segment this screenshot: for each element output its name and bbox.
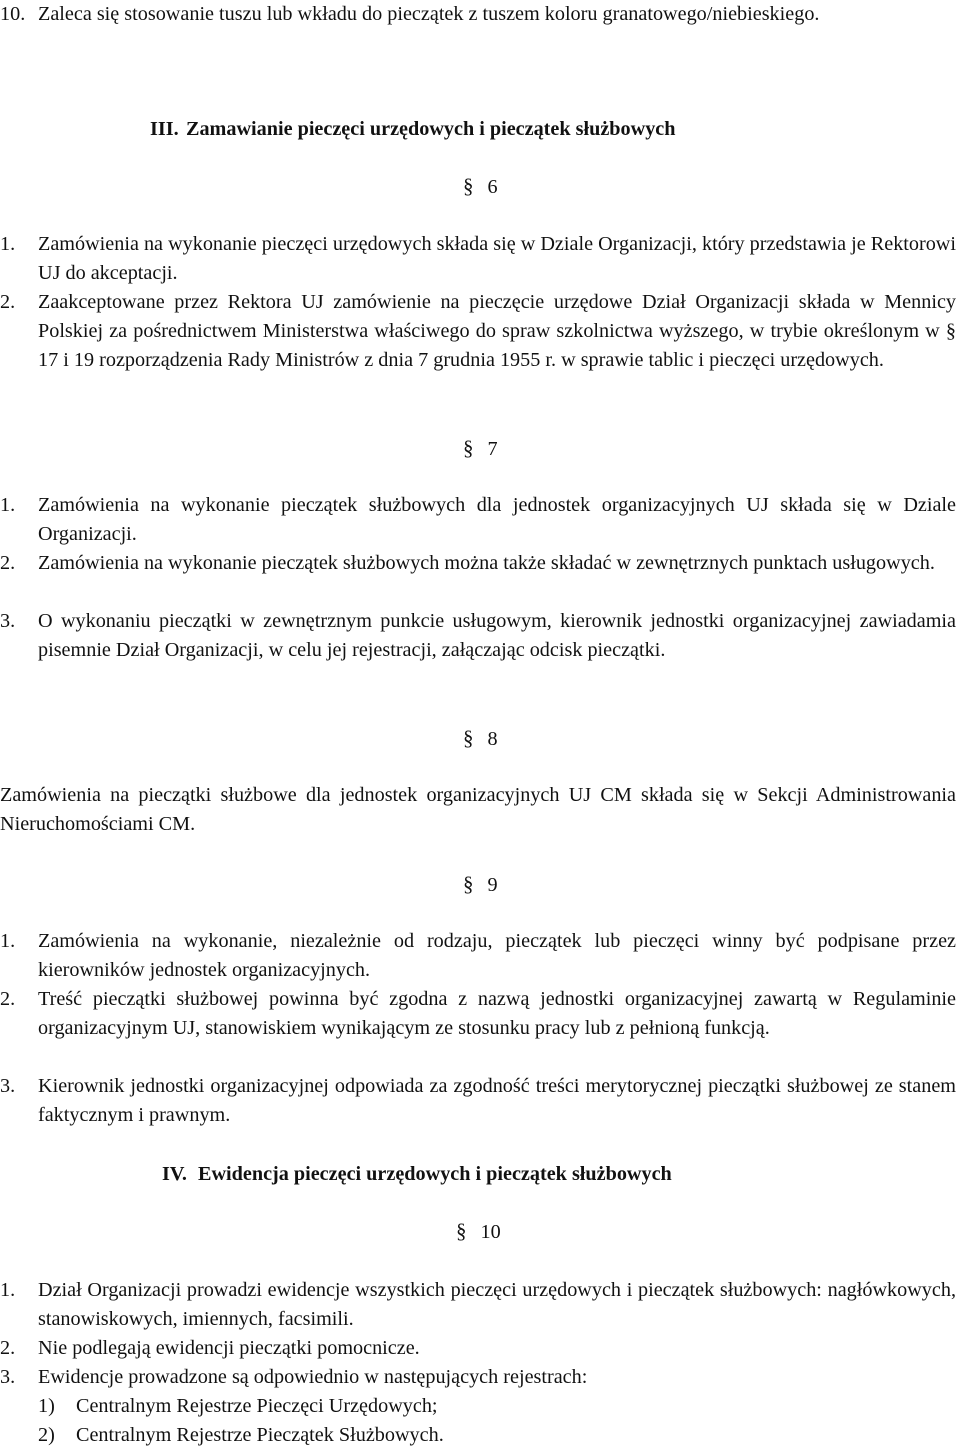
list-item-number: 1. xyxy=(0,930,16,952)
list-item-number: 2. xyxy=(0,988,16,1010)
section-6-item-1 xyxy=(0,230,956,288)
section-heading-7 xyxy=(463,434,498,464)
list-item-number: 10. xyxy=(0,3,26,25)
section-symbol: § xyxy=(463,872,474,896)
list-item-number: 3. xyxy=(0,1075,16,1097)
list-item-text: O wykonaniu pieczątki w zewnętrznym punkcie usługowym, kierownik jednostki organizacyjnej zawiadamia pisemnie Dział Organizacji, w celu jej rejestracji, załączając odcisk pieczątki. xyxy=(38,610,956,661)
section-7-item-1 xyxy=(0,491,956,549)
section-10-item-1 xyxy=(0,1276,956,1334)
list-item-text: Zaleca się stosowanie tuszu lub wkładu do pieczątek z tuszem koloru granatowego/niebieskiego. xyxy=(38,3,820,25)
section-6-item-2 xyxy=(0,288,956,375)
section-9-item-3 xyxy=(0,1072,956,1130)
list-item-number: 1. xyxy=(0,1279,16,1301)
register-item-1 xyxy=(38,1392,956,1421)
section-7-item-2 xyxy=(0,549,956,578)
paragraph-text: Zamówienia na pieczątki służbowe dla jednostek organizacyjnych UJ CM składa się w Sekcji Administrowania Nieruchomościami CM. xyxy=(0,784,956,835)
chapter-title: Zamawianie pieczęci urzędowych i pieczątek służbowych xyxy=(186,118,676,140)
list-item-text: Dział Organizacji prowadzi ewidencje wszystkich pieczęci urzędowych i pieczątek służbowych: nagłówkowych, stanowiskowych, imiennych, facsimili. xyxy=(38,1279,956,1330)
list-item-number: 1. xyxy=(0,233,16,255)
section-heading-10 xyxy=(456,1217,501,1247)
list-item-text: Ewidencje prowadzone są odpowiednio w następujących rejestrach: xyxy=(38,1366,588,1388)
section-number: 8 xyxy=(487,728,498,750)
sub-item-number: 2) xyxy=(38,1424,55,1446)
section-number: 10 xyxy=(480,1221,501,1243)
section-number: 7 xyxy=(487,438,498,460)
list-item-text: Zamówienia na wykonanie pieczątek służbowych dla jednostek organizacyjnych UJ składa się w Dziale Organizacji. xyxy=(38,494,956,545)
section-8-paragraph xyxy=(0,781,956,839)
section-9-item-2 xyxy=(0,985,956,1043)
list-item-text: Zamówienia na wykonanie pieczęci urzędowych składa się w Dziale Organizacji, który przedstawia je Rektorowi UJ do akceptacji. xyxy=(38,233,956,284)
section-heading-8 xyxy=(463,724,498,754)
sub-item-text: Centralnym Rejestrze Pieczątek Służbowych. xyxy=(76,1424,444,1446)
chapter-heading-iv xyxy=(162,1160,922,1189)
section-symbol: § xyxy=(456,1219,467,1243)
sub-item-text: Centralnym Rejestrze Pieczęci Urzędowych; xyxy=(76,1395,438,1417)
chapter-number: III. xyxy=(150,118,179,140)
section-number: 6 xyxy=(487,176,498,198)
section-10-item-2 xyxy=(0,1334,956,1363)
list-item-text: Kierownik jednostki organizacyjnej odpowiada za zgodność treści merytorycznej pieczątki służbowej ze stanem faktycznym i prawnym. xyxy=(38,1075,956,1126)
section-symbol: § xyxy=(463,726,474,750)
list-item-number: 2. xyxy=(0,552,16,574)
list-item-text: Zaakceptowane przez Rektora UJ zamówienie na pieczęcie urzędowe Dział Organizacji składa w Mennicy Polskiej za pośrednictwem Ministerstwa właściwego do spraw szkolnictwa wyższego, w trybie określonym w § 17 i 19 rozporządzenia Rady Ministrów z dnia 7 grudnia 1955 r. w sprawie tablic i pieczęci urzędowych. xyxy=(38,291,956,371)
list-item-number: 2. xyxy=(0,291,16,313)
section-symbol: § xyxy=(463,174,474,198)
list-item-text: Zamówienia na wykonanie, niezależnie od rodzaju, pieczątek lub pieczęci winny być podpisane przez kierowników jednostek organizacyjnych. xyxy=(38,930,956,981)
list-item-number: 3. xyxy=(0,610,16,632)
section-number: 9 xyxy=(487,874,498,896)
section-heading-6 xyxy=(463,172,498,202)
list-item-10 xyxy=(0,0,956,29)
section-heading-9 xyxy=(463,870,498,900)
list-item-number: 1. xyxy=(0,494,16,516)
chapter-number: IV. xyxy=(162,1163,187,1185)
list-item-number: 3. xyxy=(0,1366,16,1388)
section-7-item-3 xyxy=(0,607,956,665)
list-item-text: Treść pieczątki służbowej powinna być zgodna z nazwą jednostki organizacyjnej zawartą w Regulaminie organizacyjnym UJ, stanowiskiem wynikającym ze stosunku pracy lub z pełnioną funkcją. xyxy=(38,988,956,1039)
register-item-2 xyxy=(38,1421,956,1450)
section-symbol: § xyxy=(463,436,474,460)
section-10-item-3 xyxy=(0,1363,956,1392)
section-9-item-1 xyxy=(0,927,956,985)
chapter-heading-iii xyxy=(150,115,910,144)
sub-item-number: 1) xyxy=(38,1395,55,1417)
chapter-title: Ewidencja pieczęci urzędowych i pieczątek służbowych xyxy=(198,1163,672,1185)
list-item-number: 2. xyxy=(0,1337,16,1359)
list-item-text: Zamówienia na wykonanie pieczątek służbowych można także składać w zewnętrznych punktach usługowych. xyxy=(38,552,935,574)
list-item-text: Nie podlegają ewidencji pieczątki pomocnicze. xyxy=(38,1337,420,1359)
